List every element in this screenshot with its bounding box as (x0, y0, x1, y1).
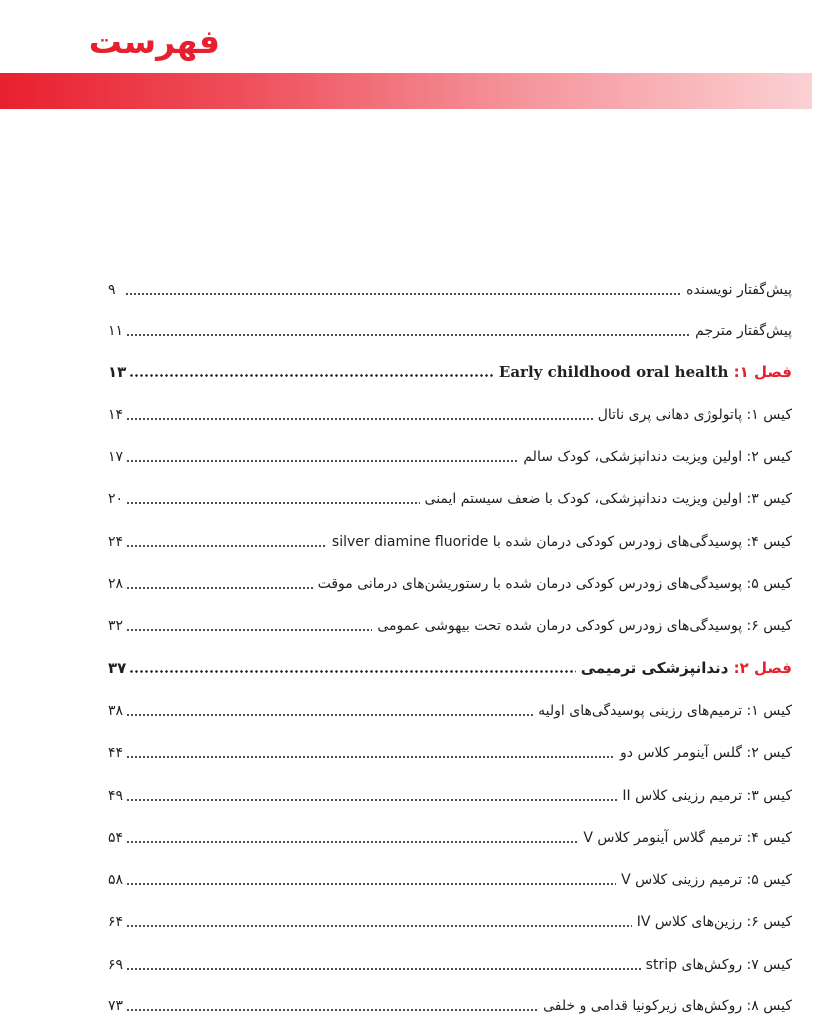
toc-entry[interactable] (108, 991, 792, 1015)
toc-entry[interactable] (108, 823, 792, 847)
toc-entry-label: پیش‌گفتار نویسنده (686, 282, 792, 298)
toc-entry[interactable] (108, 611, 792, 635)
dot-leader (126, 460, 518, 462)
toc-entry-label: کیس ۳: ترمیم رزینی کلاس II (622, 788, 792, 804)
toc-entry[interactable] (108, 316, 792, 340)
dot-leader (126, 587, 313, 589)
toc-entry-label: کیس ۲: اولین ویزیت دندانپزشکی، کودک سالم (523, 449, 792, 465)
toc-entry[interactable] (108, 781, 792, 805)
toc-entry-page: ۶۹ (108, 957, 124, 973)
toc-chapter[interactable] (108, 653, 792, 677)
toc-chapter-title (579, 659, 792, 677)
toc-entry-page: ۱۱ (108, 323, 124, 339)
toc-entry-label: کیس ۵: ترمیم رزینی کلاس V (621, 872, 792, 888)
chapter-title-text: دندانپزشکی ترمیمی (580, 659, 729, 677)
toc-entry[interactable] (108, 569, 792, 593)
toc-entry-label: کیس ۶: رزین‌های کلاس IV (636, 914, 792, 930)
dot-leader (126, 841, 578, 843)
toc-entry[interactable] (108, 696, 792, 720)
dot-leader (126, 545, 327, 547)
chapter-number: فصل ۲: (733, 659, 792, 677)
toc-entry-page: ۷۳ (108, 998, 124, 1014)
toc-entry-label: کیس ۸: روکش‌های زیرکونیا قدامی و خلفی (543, 998, 792, 1014)
toc-entry-page: ۱۷ (108, 449, 124, 465)
toc-entry-page: ۱۴ (108, 407, 124, 423)
dot-leader (126, 502, 419, 504)
toc-entry[interactable] (108, 865, 792, 889)
dot-leader (126, 629, 372, 631)
toc-entry-label: کیس ۷: روکش‌های strip (645, 957, 792, 973)
toc-entry[interactable] (108, 400, 792, 424)
toc-entry[interactable] (108, 275, 792, 299)
toc-entry[interactable] (108, 527, 792, 551)
toc-entry-page: ۲۴ (108, 534, 124, 550)
toc-entry-page: ۹ (108, 282, 116, 298)
toc-entry-page: ۴۴ (108, 745, 124, 761)
toc-entry[interactable] (108, 484, 792, 508)
toc-entry-page: ۶۴ (108, 914, 124, 930)
dot-leader (126, 1009, 538, 1011)
toc-entry[interactable] (108, 907, 792, 931)
toc-chapter-page: ۱۳ (108, 363, 127, 381)
toc-entry-page: ۲۸ (108, 576, 124, 592)
dot-leader (129, 374, 494, 377)
toc-entry-page: ۳۲ (108, 618, 124, 634)
toc-entry-page: ۳۸ (108, 703, 124, 719)
dot-leader (126, 334, 690, 336)
dot-leader (126, 925, 632, 927)
toc-entry-label: کیس ۱: ترمیم‌های رزینی پوسیدگی‌های اولیه (538, 703, 792, 719)
toc-chapter-page: ۳۷ (108, 659, 127, 677)
toc-entry-label: کیس ۱: پاتولوژی دهانی پری ناتال (597, 407, 792, 423)
toc-entry[interactable] (108, 950, 792, 974)
dot-leader (126, 968, 641, 970)
toc-entry-label: کیس ۳: اولین ویزیت دندانپزشکی، کودک با ضعف سیستم ایمنی (424, 491, 792, 507)
toc-entry-label: کیس ۵: پوسیدگی‌های زودرس کودکی درمان شده با رستوریشن‌های درمانی موقت (317, 576, 792, 592)
page-title: فهرست (88, 22, 220, 61)
dot-leader (126, 756, 615, 758)
dot-leader (126, 714, 533, 716)
toc-chapter[interactable] (108, 357, 792, 381)
dot-leader (126, 418, 593, 420)
dot-leader (126, 883, 616, 885)
toc-entry-label: کیس ۲: گلس آینومر کلاس دو (620, 745, 792, 761)
toc-entry-page: ۵۴ (108, 830, 124, 846)
toc-entry-label: کیس ۴: پوسیدگی‌های زودرس کودکی درمان شده با silver diamine fluoride (331, 534, 792, 550)
toc-entry-label: کیس ۴: ترمیم گلاس آینومر کلاس V (583, 830, 792, 846)
chapter-title-text: Early childhood oral health (498, 363, 729, 381)
toc-entry-page: ۴۹ (108, 788, 124, 804)
chapter-number: فصل ۱: (733, 363, 792, 381)
dot-leader (125, 293, 681, 295)
toc-entry-page: ۲۰ (108, 491, 124, 507)
toc-entry[interactable] (108, 738, 792, 762)
toc-chapter-title (497, 363, 792, 381)
dot-leader (129, 670, 575, 673)
toc-entry-page: ۵۸ (108, 872, 124, 888)
toc-entry[interactable] (108, 442, 792, 466)
dot-leader (126, 799, 617, 801)
toc-entry-label: پیش‌گفتار مترجم (695, 323, 792, 339)
toc-entry-label: کیس ۶: پوسیدگی‌های زودرس کودکی درمان شده تحت بیهوشی عمومی (377, 618, 792, 634)
